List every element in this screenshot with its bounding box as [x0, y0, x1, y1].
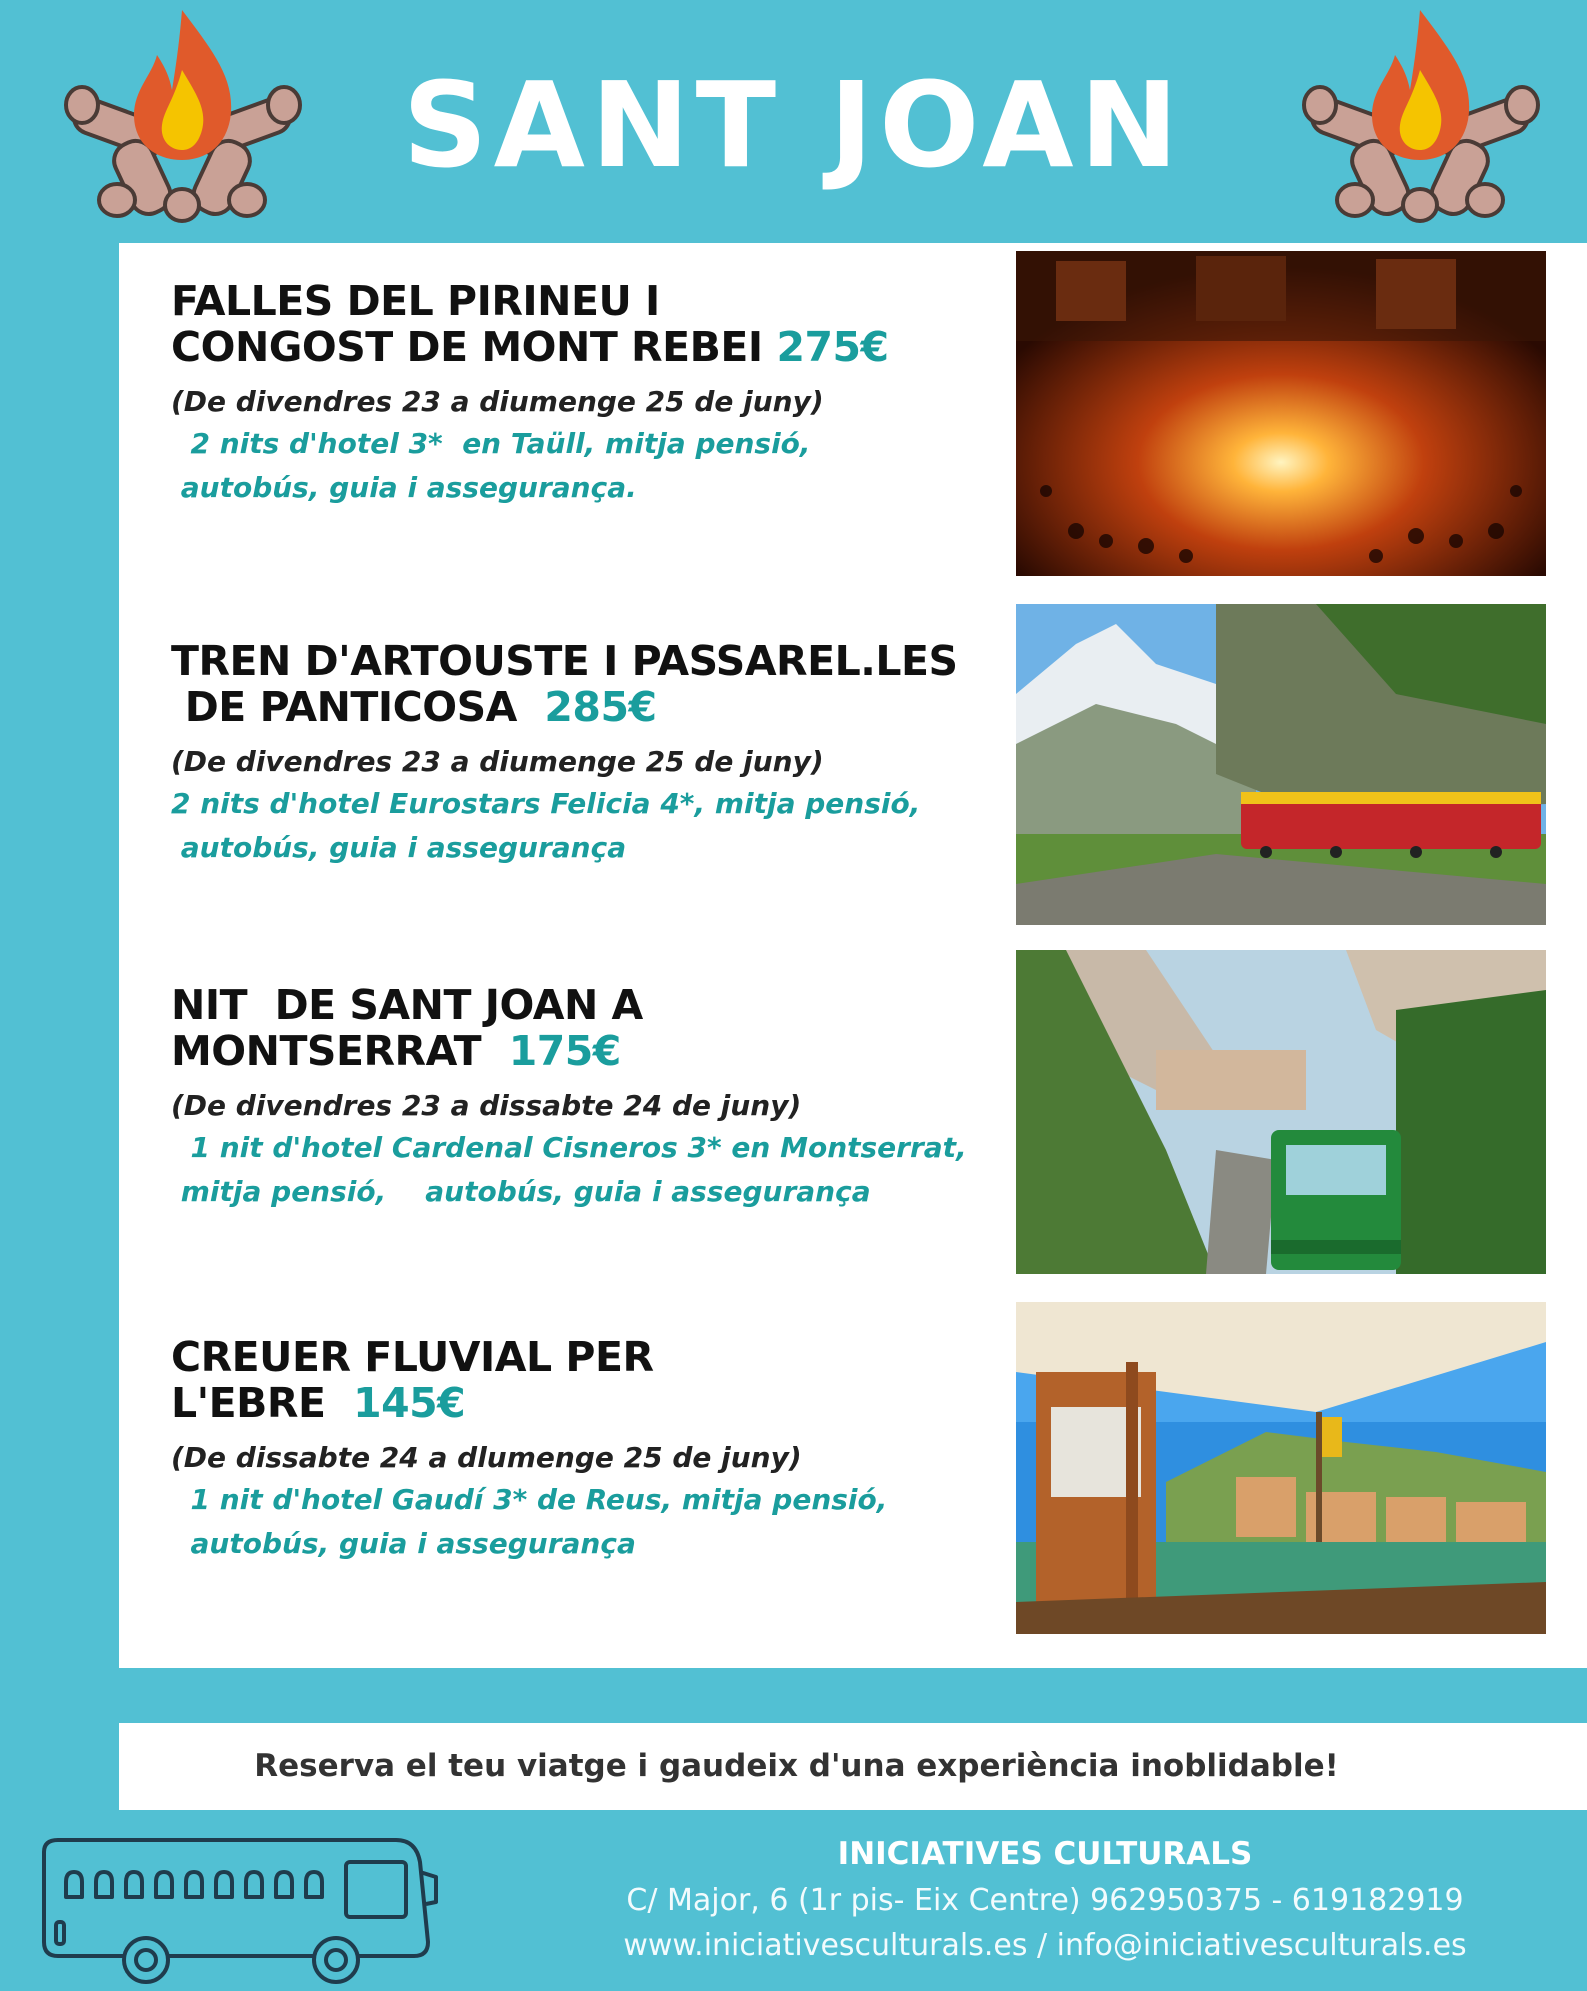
cta-banner — [119, 1723, 1587, 1810]
photo-river-cruise — [1016, 1302, 1546, 1634]
footer-contact-links[interactable]: www.iniciativesculturals.es / info@iniciativesculturals.es — [623, 1928, 1467, 1963]
bus-icon — [36, 1832, 446, 1987]
trip-price: 275€ — [776, 323, 889, 371]
trip-dates: (De dissabte 24 a dlumenge 25 de juny) — [171, 1441, 802, 1474]
trip-title: TREN D'ARTOUSTE I PASSAREL.LES DE PANTICOSA 285€ — [171, 637, 958, 731]
trip-card-falles — [171, 278, 1001, 510]
footer-address: C/ Major, 6 (1r pis- Eix Centre) 962950375 - 619182919 — [626, 1883, 1464, 1918]
cta-text: Reserva el teu viatge i gaudeix d'una experiència inoblidable! — [254, 1748, 1339, 1784]
photo-mountain-train — [1016, 604, 1546, 925]
trip-title: FALLES DEL PIRINEU I CONGOST DE MONT REBEI 275€ — [171, 277, 889, 371]
trip-dates: (De divendres 23 a diumenge 25 de juny) — [171, 745, 824, 778]
trip-card-artouste — [171, 638, 1001, 870]
photo-montserrat-funicular — [1016, 950, 1546, 1274]
trip-title: NIT DE SANT JOAN A MONTSERRAT 175€ — [171, 981, 643, 1075]
trip-dates: (De divendres 23 a dissabte 24 de juny) — [171, 1089, 802, 1122]
trip-title: CREUER FLUVIAL PER L'EBRE 145€ — [171, 1333, 654, 1427]
trip-description: 2 nits d'hotel 3* en Taüll, mitja pensió, autobús, guia i assegurança. — [171, 427, 811, 504]
trip-card-montserrat — [171, 982, 1001, 1214]
trip-description: 1 nit d'hotel Cardenal Cisneros 3* en Montserrat, mitja pensió, autobús, guia i assegurança — [171, 1131, 967, 1208]
photo-bonfire-crowd — [1016, 251, 1546, 576]
trip-description: 1 nit d'hotel Gaudí 3* de Reus, mitja pensió, autobús, guia i assegurança — [171, 1483, 888, 1560]
trip-price: 145€ — [353, 1379, 466, 1427]
trip-dates: (De divendres 23 a diumenge 25 de juny) — [171, 385, 824, 418]
trip-price: 175€ — [508, 1027, 621, 1075]
trip-card-ebre — [171, 1334, 1001, 1566]
footer-org-name: INICIATIVES CULTURALS — [837, 1836, 1253, 1872]
trip-description: 2 nits d'hotel Eurostars Felicia 4*, mitja pensió, autobús, guia i assegurança — [171, 787, 921, 864]
page-title: SANT JOAN — [402, 56, 1185, 194]
trip-price: 285€ — [544, 683, 657, 731]
campfire-icon — [1300, 0, 1540, 230]
